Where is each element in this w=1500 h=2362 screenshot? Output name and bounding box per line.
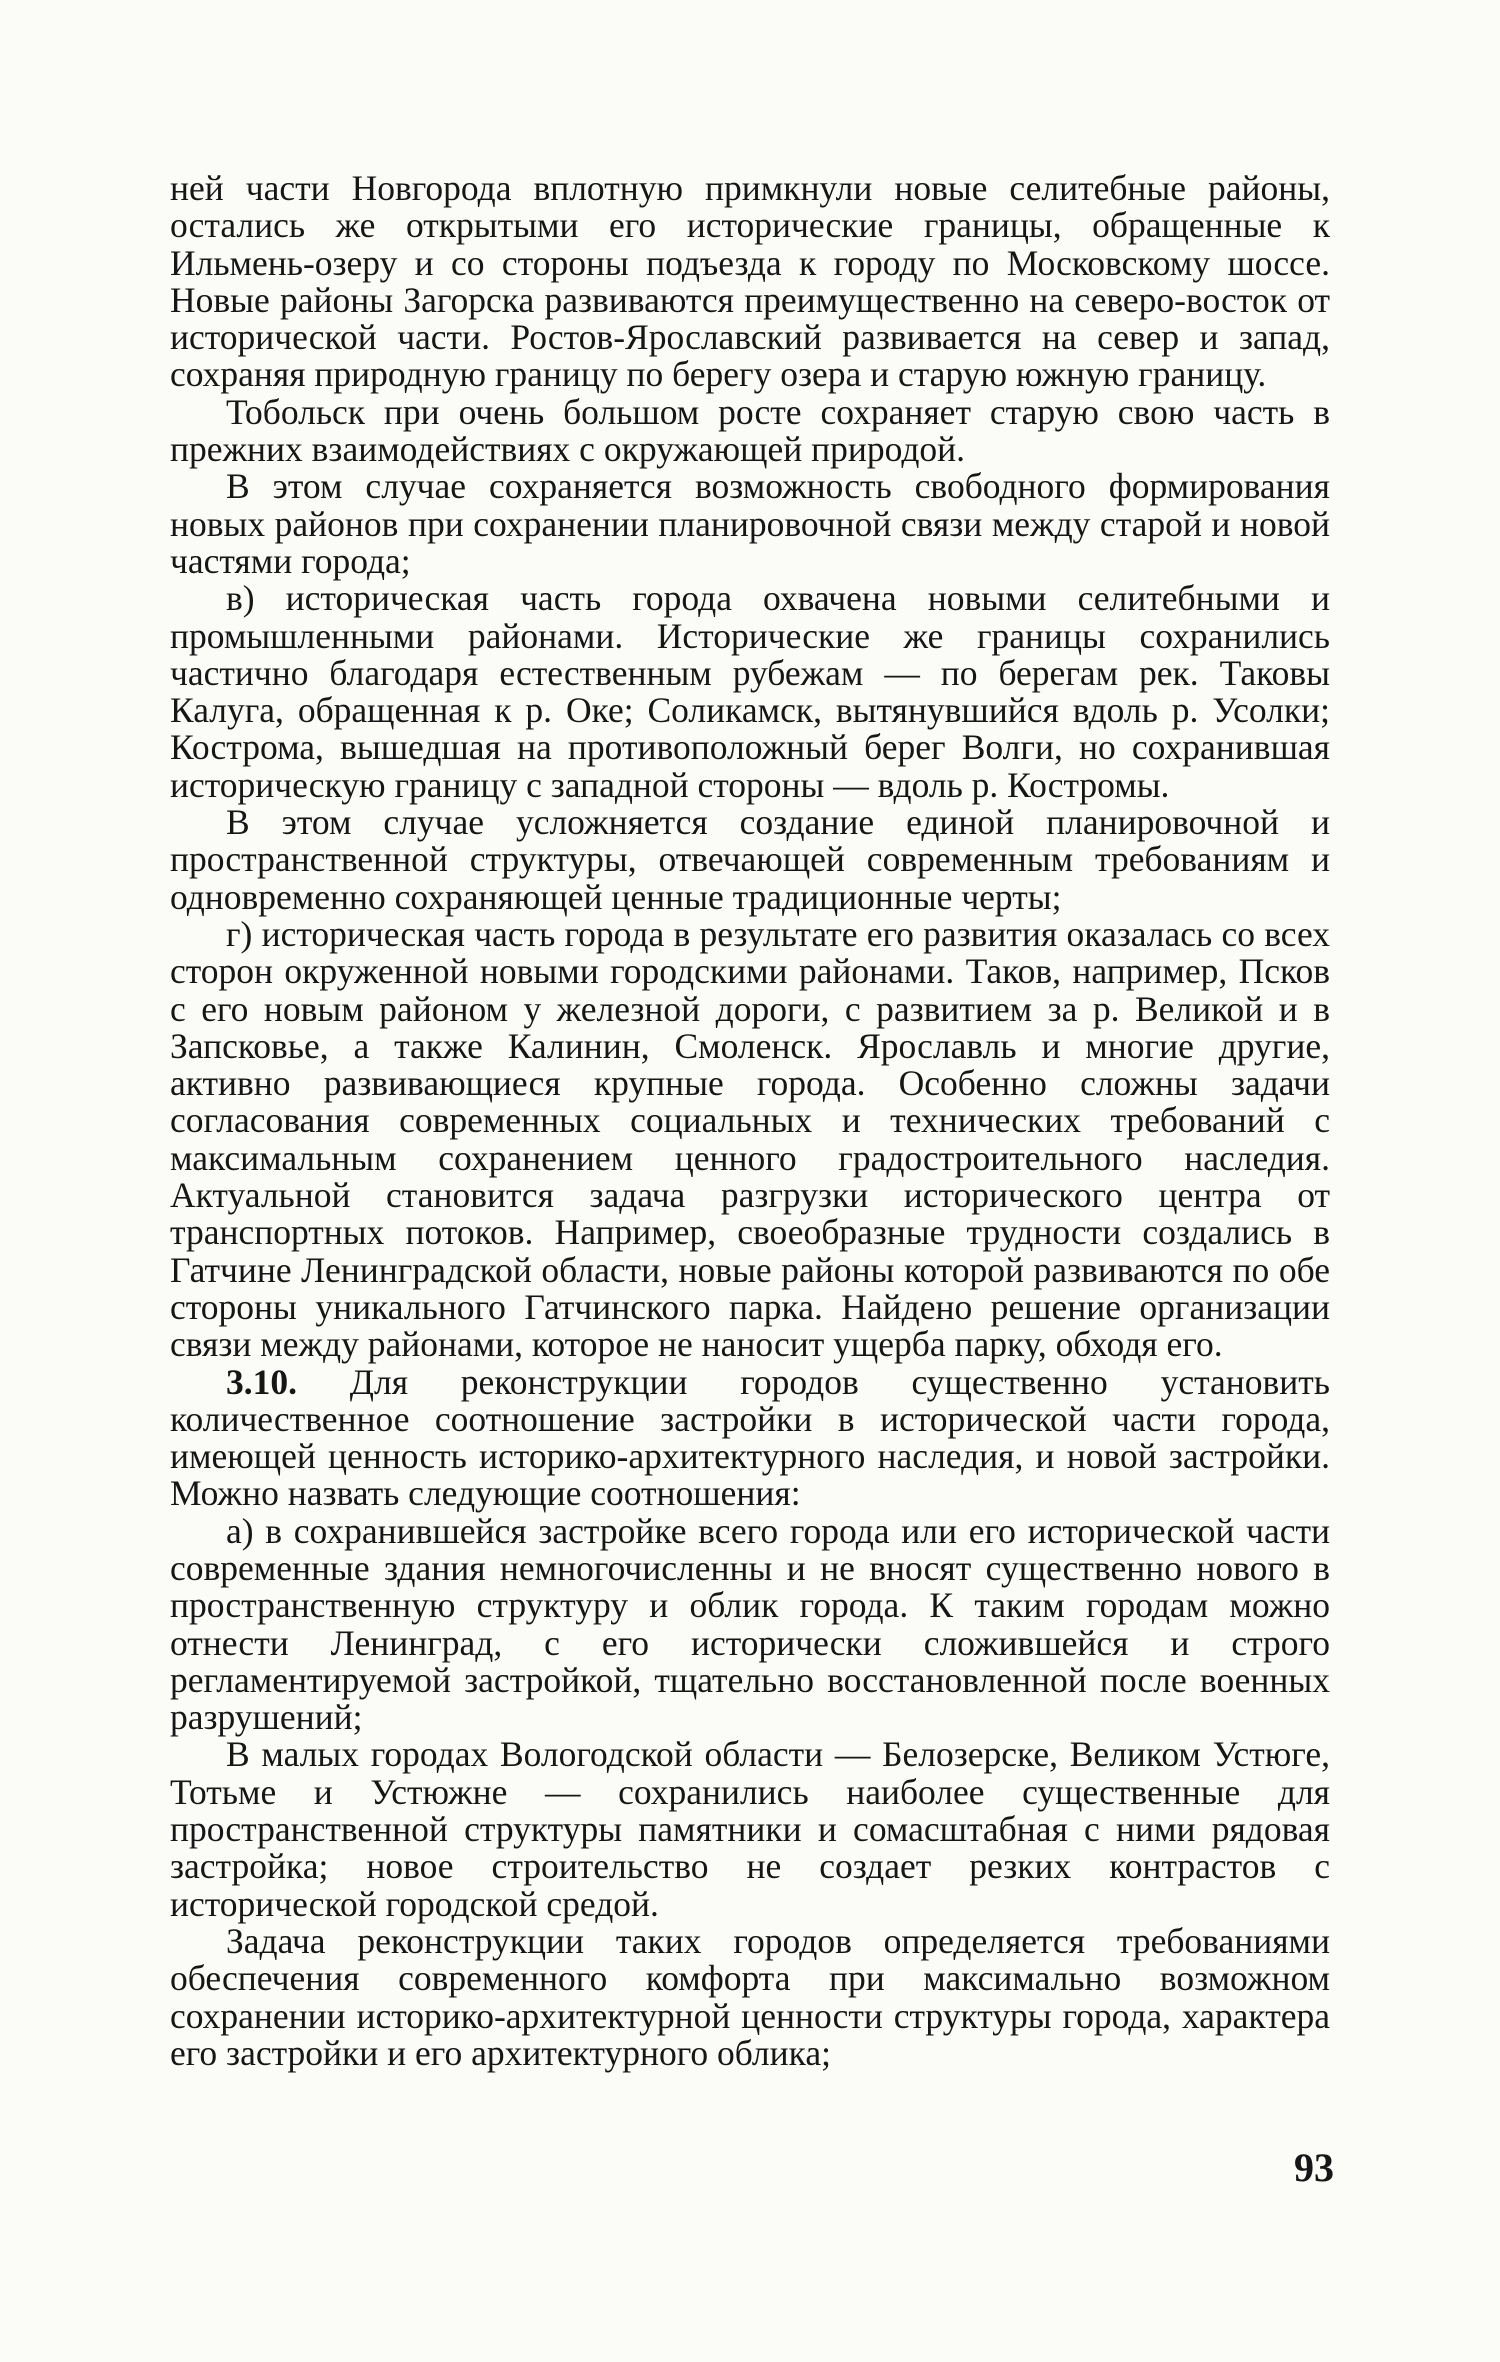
section-3-10-text: Для реконструкции городов существенно установить количественное соотношение застройки в исторической части города, имеющей ценность историко-архитектурного наследия, и новой застройки. Можно назвать следующие соотношения: <box>170 1361 1330 1514</box>
paragraph-item-a: а) в сохранившейся застройке всего города или его исторической части современные здания немногочисленны и не вносят существенно нового в пространственную структуру и облик города. К таким городам можно отнести Ленинград, с его исторически сложившейся и строго регламентируемой застройкой, тщательно восстановленной после военных разрушений; <box>170 1510 1330 1738</box>
paragraph-item-g: г) историческая часть города в результате его развития оказалась со всех сторон окруженной новыми городскими районами. Таков, например, Псков с его новым районом у железной дороги, с развитием за р. Великой и в Запсковье, а также Калинин, Смоленск. Ярославль и многие другие, активно развивающиеся крупные города. Особенно сложны задачи согласования современных социальных и технических требований с максимальным сохранением ценного градостроительного наследия. Актуальной становится задача разгрузки исторического центра от транспортных потоков. Например, своеобразные трудности создались в Гатчине Ленинградской области, новые районы которой развиваются по обе стороны уникального Гатчинского парка. Найдено решение организации связи между районами, которое не наносит ущерба парку, обходя его. <box>170 913 1330 1365</box>
paragraph-section-3-10 <box>170 1361 1330 1514</box>
paragraph-vologda-towns: В малых городах Вологодской области — Белозерске, Великом Устюге, Тотьме и Устюжне — сохранились наиболее существенные для пространственной структуры памятники и сомасштабная с ними рядовая застройка; новое строительство не создает резких контрастов с исторической городской средой. <box>170 1734 1330 1924</box>
paragraph-free-formation: В этом случае сохраняется возможность свободного формирования новых районов при сохранении планировочной связи между старой и новой частями города; <box>170 466 1330 581</box>
section-number: 3.10. <box>226 1361 297 1402</box>
paragraph-tobolsk: Тобольск при очень большом росте сохраняет старую свою часть в прежних взаимодействиях с окружающей природой. <box>170 391 1330 470</box>
paragraph-item-v: в) историческая часть города охвачена новыми селитебными и промышленными районами. Исторические же границы сохранились частично благодаря естественным рубежам — по берегам рек. Таковы Калуга, обращенная к р. Оке; Соликамск, вытянувшийся вдоль р. Усолки; Кострома, вышедшая на противоположный берег Волги, но сохранившая историческую границу с западной стороны — вдоль р. Костромы. <box>170 578 1330 805</box>
body-text <box>170 170 1330 2072</box>
page-number: 93 <box>1294 2145 1334 2190</box>
paragraph-unified-structure: В этом случае усложняется создание единой планировочной и пространственной структуры, отвечающей современным требованиям и одновременно сохраняющей ценные традиционные черты; <box>170 802 1330 917</box>
paragraph-novgorod-districts: ней части Новгорода вплотную примкнули новые селитебные районы, остались же открытыми его исторические границы, обращенные к Ильмень-озеру и со стороны подъезда к городу по Московскому шоссе. Новые районы Загорска развиваются преимущественно на северо-восток от исторической части. Ростов-Ярославский развивается на север и запад, сохраняя природную границу по берегу озера и старую южную границу. <box>170 168 1330 395</box>
paragraph-reconstruction-task: Задача реконструкции таких городов определяется требованиями обеспечения современного комфорта при максимально возможном сохранении историко-архитектурной ценности структуры города, характера его застройки и его архитектурного облика; <box>170 1920 1330 2073</box>
